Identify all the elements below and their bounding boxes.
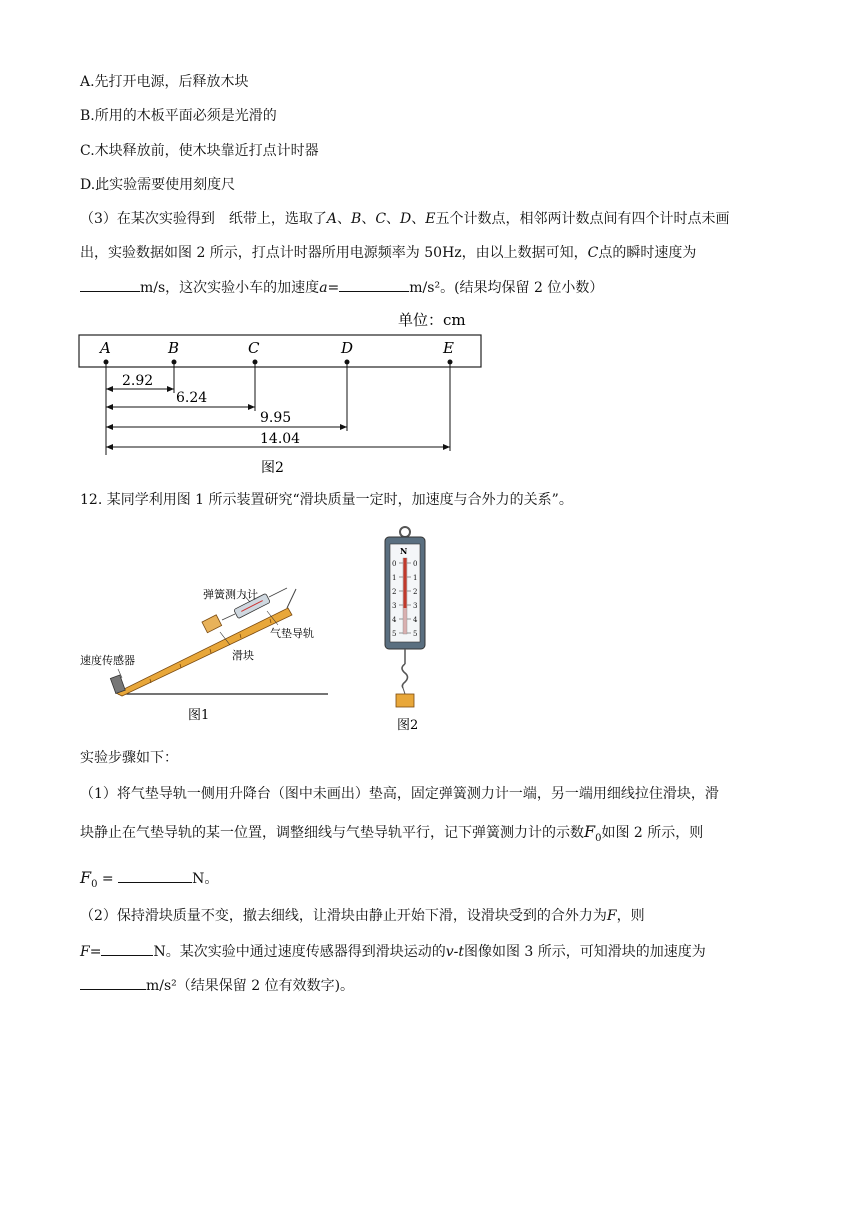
tape-point-label-e: E bbox=[443, 339, 454, 357]
part3-text: 出，实验数据如图 2 所示，打点计时器所用电源频率为 50Hz，由以上数据可知， bbox=[80, 245, 588, 261]
label-spring-scale: 弹簧测力计 bbox=[203, 588, 258, 601]
point-b-var: B bbox=[351, 211, 362, 227]
fig2-caption: 图2 bbox=[397, 718, 419, 733]
option-b: B.所用的木板平面必须是光滑的 bbox=[80, 108, 277, 124]
tape-point-label-d: D bbox=[341, 339, 354, 357]
option-c: C.木块释放前，使木块靠近打点计时器 bbox=[80, 143, 319, 159]
tick-right-0: 0 bbox=[413, 560, 418, 568]
part3-text: 五个计数点，相邻两计数点间有四个计时点未画 bbox=[435, 211, 730, 227]
track-end-post bbox=[287, 589, 296, 608]
step2-text: ，则 bbox=[616, 908, 645, 924]
step2-line1 bbox=[80, 906, 645, 926]
scale-unit: N bbox=[400, 546, 408, 556]
tape-point-label-a: A bbox=[100, 339, 111, 357]
step2-text: N。某次实验中通过速度传感器得到滑块运动的 bbox=[153, 944, 446, 960]
step1-line2 bbox=[80, 822, 703, 849]
label-air-track: 气垫导轨 bbox=[270, 627, 314, 640]
point-c-var: C bbox=[587, 245, 599, 261]
hook-icon bbox=[402, 664, 408, 688]
distance-ae: 14.04 bbox=[260, 431, 301, 447]
slider-block bbox=[202, 615, 222, 633]
part3-line2 bbox=[80, 243, 696, 263]
part3-text: m/s²。(结果均保留 2 位小数） bbox=[409, 280, 604, 296]
tick-left-3: 3 bbox=[392, 602, 397, 610]
q12-title: 12. 某同学利用图 1 所示装置研究“滑块质量一定时，加速度与合外力的关系”。 bbox=[80, 492, 573, 508]
step1-line3 bbox=[80, 868, 218, 895]
tape-caption: 图2 bbox=[261, 460, 284, 476]
answer-blank-velocity[interactable] bbox=[80, 277, 140, 292]
step1-text: 块静止在气垫导轨的某一位置，调整细线与气垫导轨平行，记下弹簧测力计的示数 bbox=[80, 825, 584, 841]
sep: 、 bbox=[337, 211, 352, 227]
sep: 、 bbox=[361, 211, 376, 227]
point-d-var: D bbox=[400, 211, 412, 227]
force-subscript: 0 bbox=[91, 878, 98, 890]
step1-text: N。 bbox=[192, 871, 219, 887]
speed-sensor bbox=[110, 675, 125, 693]
tick-left-2: 2 bbox=[392, 588, 397, 596]
part3-text: （3）在某次实验得到 纸带上，选取了 bbox=[80, 211, 327, 227]
label-speed-sensor: 速度传感器 bbox=[80, 654, 135, 667]
tick-right-5: 5 bbox=[413, 630, 418, 638]
tape-unit: 单位：cm bbox=[398, 311, 466, 329]
label-slider: 滑块 bbox=[232, 649, 254, 662]
part3-text: 点的瞬时速度为 bbox=[598, 245, 697, 261]
step2-line3 bbox=[80, 975, 354, 996]
option-d: D.此实验需要使用刻度尺 bbox=[80, 177, 236, 193]
tick-right-1: 1 bbox=[413, 574, 418, 582]
tick-left-0: 0 bbox=[392, 560, 397, 568]
step2-text: m/s²（结果保留 2 位有效数字)。 bbox=[146, 978, 355, 994]
force-var: F bbox=[80, 944, 90, 960]
step2-text: （2）保持滑块质量不变，撤去细线，让滑块由静止开始下滑，设滑块受到的合外力为 bbox=[80, 908, 607, 924]
step1-text: 如图 2 所示，则 bbox=[601, 825, 704, 841]
string bbox=[222, 614, 235, 620]
distance-ab: 2.92 bbox=[122, 373, 154, 389]
point-e-var: E bbox=[425, 211, 436, 227]
apparatus-figure bbox=[70, 575, 350, 725]
tick-left-4: 4 bbox=[392, 616, 397, 624]
point-a-var: A bbox=[326, 211, 338, 227]
tick-left-1: 1 bbox=[392, 574, 397, 582]
answer-blank-accel2[interactable] bbox=[80, 975, 146, 990]
step2-text: 图像如图 3 所示，可知滑块的加速度为 bbox=[463, 944, 706, 960]
tick-right-2: 2 bbox=[413, 588, 418, 596]
step1-line1: （1）将气垫导轨一侧用升降台（图中未画出）垫高，固定弹簧测力计一端，另一端用细线拉住滑块，滑 bbox=[80, 786, 719, 802]
point-c-var: C bbox=[375, 211, 387, 227]
part3-line1 bbox=[80, 209, 730, 229]
tape-point-label-c: C bbox=[248, 339, 260, 357]
pointer-bar bbox=[404, 558, 407, 608]
spring-scale-figure bbox=[370, 522, 450, 737]
weight-block bbox=[396, 694, 414, 707]
tick-left-5: 5 bbox=[392, 630, 397, 638]
distance-ad: 9.95 bbox=[260, 410, 292, 426]
force-var: F bbox=[80, 868, 92, 887]
tape-figure bbox=[70, 305, 500, 480]
part3-line3 bbox=[80, 277, 603, 298]
part3-text: m/s，这次实验小车的加速度 bbox=[140, 280, 320, 296]
tick-right-3: 3 bbox=[413, 602, 418, 610]
eq-sign: = bbox=[89, 944, 102, 960]
tape-point-label-b: B bbox=[168, 339, 180, 357]
steps-heading: 实验步骤如下： bbox=[80, 750, 178, 766]
sep: 、 bbox=[411, 211, 426, 227]
vt-var: v-t bbox=[445, 944, 464, 960]
tick-right-4: 4 bbox=[413, 616, 418, 624]
sep: 、 bbox=[386, 211, 401, 227]
paper-tape bbox=[79, 335, 481, 367]
answer-blank-f[interactable] bbox=[101, 941, 153, 956]
eq-sign: = bbox=[97, 871, 119, 887]
answer-blank-accel[interactable] bbox=[339, 277, 409, 292]
option-a: A.先打开电源，后释放木块 bbox=[80, 74, 249, 90]
fig1-caption: 图1 bbox=[188, 708, 210, 723]
distance-ac: 6.24 bbox=[176, 390, 208, 406]
force-subscript: 0 bbox=[595, 832, 602, 844]
force-var: F bbox=[606, 908, 617, 924]
answer-blank-f0[interactable] bbox=[118, 868, 192, 883]
accel-var: a bbox=[319, 280, 328, 296]
force-var: F bbox=[584, 822, 596, 841]
top-ring bbox=[400, 527, 410, 537]
step2-line2 bbox=[80, 941, 706, 962]
eq-sign: = bbox=[327, 280, 340, 296]
